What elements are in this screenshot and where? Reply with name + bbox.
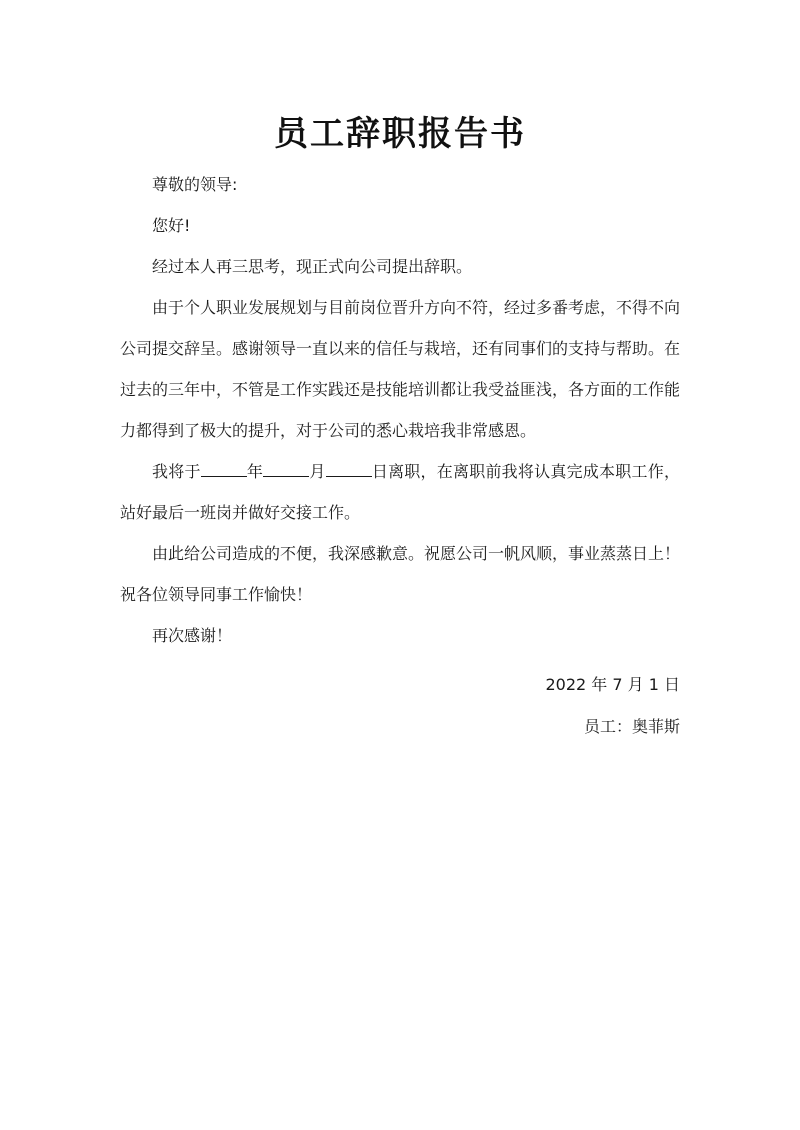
day-blank[interactable] (326, 459, 372, 477)
signature: 员工：奥菲斯 (583, 717, 680, 736)
thanks-line: 再次感谢！ (152, 626, 233, 645)
paragraph-departure-date (120, 451, 680, 533)
letter-date: 2022 年 7 月 1 日 (545, 675, 680, 694)
month-label: 月 (309, 462, 326, 481)
month-blank[interactable] (263, 459, 309, 477)
hello: 您好! (152, 216, 191, 235)
greeting: 尊敬的领导: (152, 175, 238, 194)
departure-prefix: 我将于 (152, 462, 201, 481)
document-title: 员工辞职报告书 (274, 114, 526, 154)
paragraph-reason: 由于个人职业发展规划与目前岗位晋升方向不符，经过多番考虑，不得不向公司提交辞呈。感谢领导一直以来的信任与栽培，还有同事们的支持与帮助。在过去的三年中，不管是工作实践还是技能培训都让我受益匪浅，各方面的工作能力都得到了极大的提升，对于公司的悉心栽培我非常感恩。 (120, 298, 681, 440)
year-label: 年 (246, 462, 264, 481)
paragraph-apology: 由此给公司造成的不便，我深感歉意。祝愿公司一帆风顺，事业蒸蒸日上！祝各位领导同事工作愉快！ (120, 544, 681, 604)
year-blank[interactable] (201, 459, 247, 477)
departure-suffix: 日离职，在离职前我将认真完成本职工作，站好最后一班岗并做好交接工作。 (120, 462, 680, 522)
paragraph-intent: 经过本人再三思考，现正式向公司提出辞职。 (152, 257, 473, 276)
document-body (120, 164, 680, 656)
